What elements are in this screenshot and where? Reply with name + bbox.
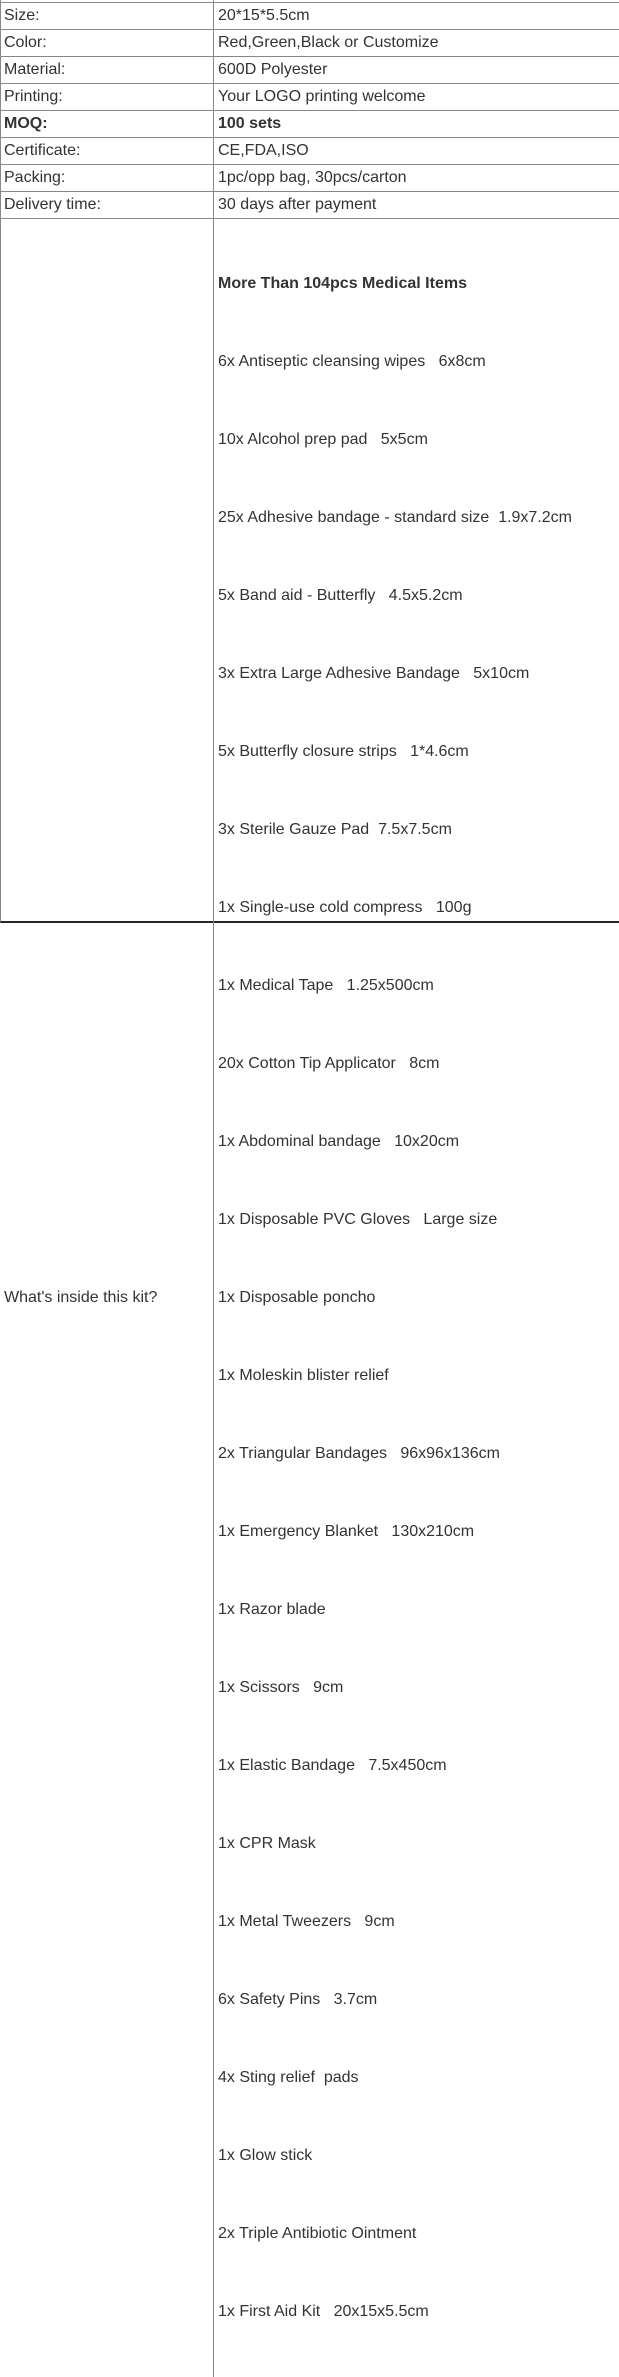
kit-item: 1x Disposable poncho <box>218 1289 376 1306</box>
kit-item: 4x Sting relief pads <box>218 2069 359 2086</box>
spec-label: What's inside this kit? <box>1 219 214 2377</box>
kit-item: 5x Butterfly closure strips 1*4.6cm <box>218 743 469 760</box>
kit-item: 5x Band aid - Butterfly 4.5x5.2cm <box>218 587 463 604</box>
kit-contents-list <box>214 219 619 2377</box>
spec-row-delivery-time <box>1 192 619 219</box>
spec-row-whats-inside <box>1 219 619 2377</box>
spec-value: 600D Polyester <box>218 61 328 78</box>
spec-value: Red,Green,Black or Customize <box>218 34 439 51</box>
kit-item: 3x Sterile Gauze Pad 7.5x7.5cm <box>218 821 452 838</box>
spec-value: 100 sets <box>218 115 282 132</box>
kit-item: 1x First Aid Kit 20x15x5.5cm <box>218 2303 429 2320</box>
kit-item: 2x Triple Antibiotic Ointment <box>218 2225 417 2242</box>
kit-item: 1x Scissors 9cm <box>218 1679 344 1696</box>
spec-label: Printing: <box>1 84 214 110</box>
spec-row-moq <box>1 111 619 138</box>
spec-value: CE,FDA,ISO <box>218 142 309 159</box>
spec-label: MOQ: <box>1 111 214 137</box>
spec-label: Certificate: <box>1 138 214 164</box>
kit-item: 1x Single-use cold compress 100g <box>218 899 472 916</box>
kit-item: 2x Triangular Bandages 96x96x136cm <box>218 1445 500 1462</box>
kit-item: 10x Alcohol prep pad 5x5cm <box>218 431 428 448</box>
column-divider-stub <box>213 0 214 2</box>
kit-item: 1x Emergency Blanket 130x210cm <box>218 1523 475 1540</box>
spec-label: Delivery time: <box>1 192 214 218</box>
spec-label: Material: <box>1 57 214 83</box>
kit-item: 1x Glow stick <box>218 2147 313 2164</box>
kit-item: 1x Moleskin blister relief <box>218 1367 389 1384</box>
spec-label: Color: <box>1 30 214 56</box>
spec-row-printing <box>1 84 619 111</box>
spec-value: 20*15*5.5cm <box>218 7 310 24</box>
kit-item: 6x Safety Pins 3.7cm <box>218 1991 378 2008</box>
spec-label: Packing: <box>1 165 214 191</box>
kit-item: 1x Razor blade <box>218 1601 326 1618</box>
kit-item: 3x Extra Large Adhesive Bandage 5x10cm <box>218 665 530 682</box>
spec-value: 30 days after payment <box>218 196 377 213</box>
kit-item: 1x Metal Tweezers 9cm <box>218 1913 395 1930</box>
kit-item: 1x Elastic Bandage 7.5x450cm <box>218 1757 447 1774</box>
spec-row-size <box>1 3 619 30</box>
spec-row-packing <box>1 165 619 192</box>
kit-item: 1x Abdominal bandage 10x20cm <box>218 1133 460 1150</box>
spec-row-certificate <box>1 138 619 165</box>
spec-row-material <box>1 57 619 84</box>
spec-value: 1pc/opp bag, 30pcs/carton <box>218 169 407 186</box>
spec-label: Size: <box>1 3 214 29</box>
cropped-row-sliver <box>1 0 619 3</box>
kit-item: 1x Medical Tape 1.25x500cm <box>218 977 434 994</box>
kit-item: 1x Disposable PVC Gloves Large size <box>218 1211 498 1228</box>
kit-item: 6x Antiseptic cleansing wipes 6x8cm <box>218 353 486 370</box>
spec-value: Your LOGO printing welcome <box>218 88 426 105</box>
kit-item: 20x Cotton Tip Applicator 8cm <box>218 1055 440 1072</box>
kit-list-header: More Than 104pcs Medical Items <box>218 275 467 292</box>
kit-item: 1x CPR Mask <box>218 1835 316 1852</box>
kit-item: 25x Adhesive bandage - standard size 1.9x7.2cm <box>218 509 572 526</box>
spec-row-color <box>1 30 619 57</box>
